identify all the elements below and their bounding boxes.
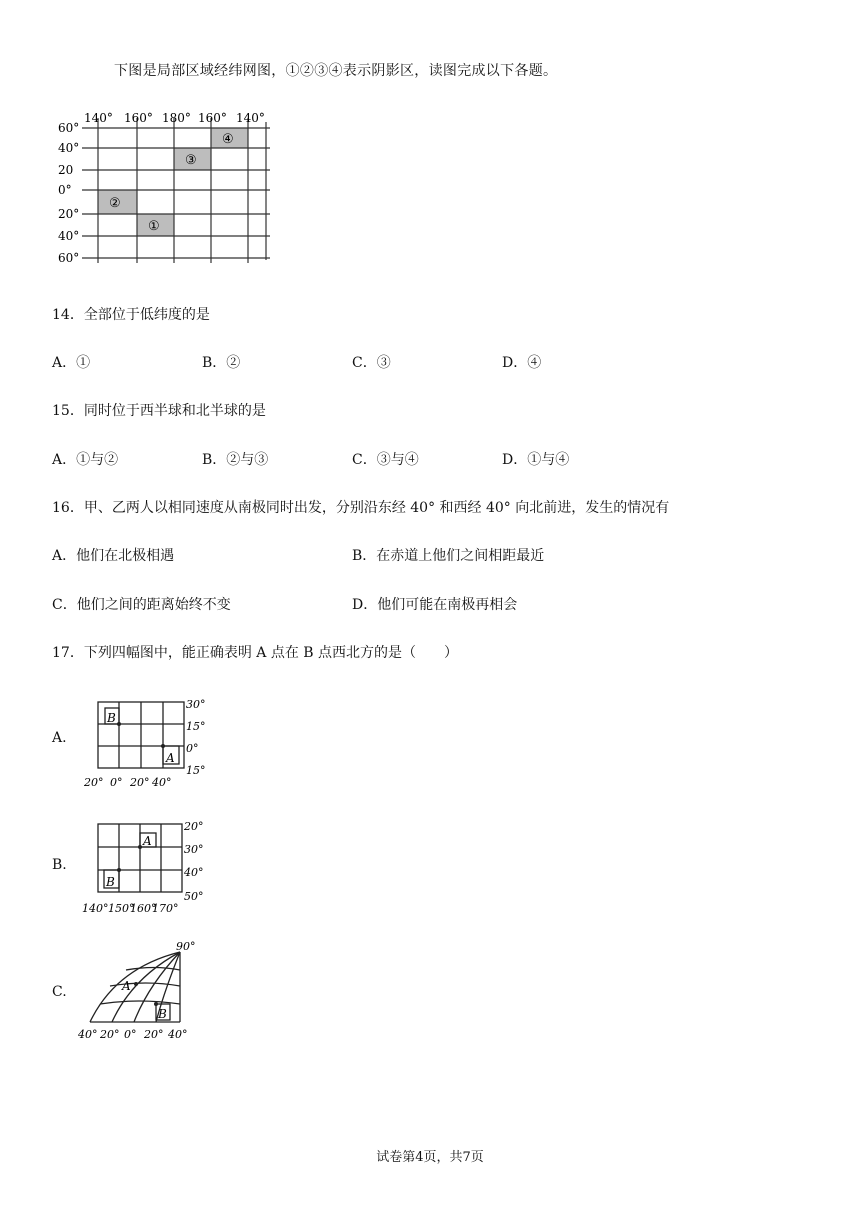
q15-option-c[interactable]: C．③与④ (352, 452, 419, 468)
bottom-tick-label: 0° (110, 776, 123, 789)
bottom-tick-label: 160° (130, 902, 157, 915)
bottom-tick-label: 20° (130, 776, 150, 789)
top-longitude-label: 160° (124, 111, 153, 125)
left-latitude-label: 60° (58, 251, 80, 265)
right-tick-label: 20° (184, 820, 204, 833)
bottom-tick-label: 20° (100, 1028, 120, 1041)
bottom-tick-label: 40° (78, 1028, 98, 1041)
right-tick-label: 40° (184, 866, 204, 879)
point-a-label: A (122, 979, 131, 993)
q17-figure-a (80, 696, 220, 792)
q16-option-c[interactable]: C．他们之间的距离始终不变 (52, 597, 231, 613)
q16-option-b[interactable]: B．在赤道上他们之间相距最近 (352, 548, 545, 564)
bottom-tick-label: 140° (82, 902, 109, 915)
q14-option-b[interactable]: B．② (202, 355, 241, 371)
q14-option-c[interactable]: C．③ (352, 355, 391, 371)
right-tick-label: 15° (186, 764, 206, 777)
point-a-marker (161, 744, 165, 748)
point-b-marker (154, 1002, 158, 1006)
region-label-2: ② (109, 196, 121, 211)
bottom-tick-label: 0° (124, 1028, 137, 1041)
right-tick-label: 30° (184, 843, 204, 856)
bottom-tick-label: 20° (84, 776, 104, 789)
region-label-1: ① (148, 219, 160, 234)
bottom-tick-label: 170° (152, 902, 179, 915)
q15-option-b[interactable]: B．②与③ (202, 452, 269, 468)
intro-text: 下图是局部区域经纬网图，①②③④表示阴影区，读图完成以下各题。 (114, 63, 558, 79)
question-14-stem: 14．全部位于低纬度的是 (52, 307, 210, 323)
point-b-label: B (158, 1007, 167, 1021)
q17-figure-b (80, 818, 220, 918)
point-a-label: A (166, 751, 175, 765)
bottom-tick-label: 150° (108, 902, 135, 915)
top-longitude-label: 160° (198, 111, 227, 125)
left-latitude-label: 40° (58, 229, 80, 243)
question-17-stem: 17．下列四幅图中，能正确表明 A 点在 B 点西北方的是（ ） (52, 645, 459, 661)
q15-option-d[interactable]: D．①与④ (502, 452, 570, 468)
left-latitude-label: 40° (58, 141, 80, 155)
top-longitude-label: 180° (162, 111, 191, 125)
point-a-marker (134, 982, 138, 986)
bottom-tick-label: 20° (144, 1028, 164, 1041)
left-latitude-label: 60° (58, 121, 80, 135)
q15-option-a[interactable]: A．①与② (52, 452, 119, 468)
page-footer: 试卷第4页，共7页 (376, 1150, 484, 1165)
point-a-marker (138, 845, 142, 849)
left-latitude-label: 0° (58, 183, 72, 197)
top-longitude-label: 140° (84, 111, 113, 125)
point-b-label: B (106, 875, 115, 889)
bottom-tick-label: 40° (168, 1028, 188, 1041)
right-tick-label: 30° (186, 698, 206, 711)
q17-figure-c-label[interactable]: C. (52, 984, 67, 1000)
q17-figure-a-label[interactable]: A. (52, 730, 67, 746)
q14-option-a[interactable]: A．① (52, 355, 91, 371)
right-tick-label: 0° (186, 742, 199, 755)
region-label-3: ③ (185, 153, 197, 168)
left-latitude-label: 20 (58, 163, 74, 177)
right-tick-label: 50° (184, 890, 204, 903)
left-latitude-label: 20° (58, 207, 80, 221)
bottom-tick-label: 40° (152, 776, 172, 789)
lat-long-grid-figure (52, 108, 282, 268)
question-15-stem: 15．同时位于西半球和北半球的是 (52, 403, 266, 419)
region-label-4: ④ (222, 132, 234, 147)
point-b-marker (117, 868, 121, 872)
q17-figure-b-label[interactable]: B. (52, 857, 67, 873)
q16-option-a[interactable]: A．他们在北极相遇 (52, 548, 175, 564)
point-b-marker (117, 722, 121, 726)
q14-option-d[interactable]: D．④ (502, 355, 542, 371)
top-longitude-label: 140° (236, 111, 265, 125)
top-tick-label: 90° (176, 940, 196, 953)
point-a-label: A (143, 834, 152, 848)
question-16-stem: 16．甲、乙两人以相同速度从南极同时出发，分别沿东经 40° 和西经 40° 向北前进，发生的情况有 (52, 500, 670, 516)
right-tick-label: 15° (186, 720, 206, 733)
point-b-label: B (107, 711, 116, 725)
q17-figure-c (76, 938, 206, 1046)
q16-option-d[interactable]: D．他们可能在南极再相会 (352, 597, 518, 613)
